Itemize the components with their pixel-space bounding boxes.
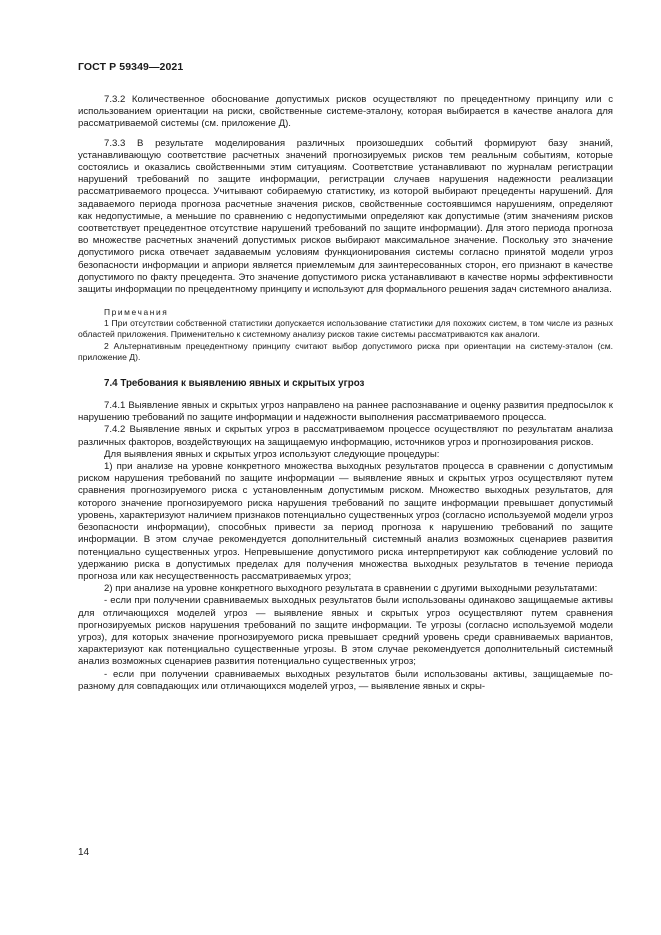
paragraph-procedures: Для выявления явных и скрытых угроз используют следующие процедуры: bbox=[104, 448, 440, 460]
paragraph-7-4-2: 7.4.2 Выявление явных и скрытых угроз в рассматриваемом процессе осуществляют по результатам анализа различных факторов, воздействующих на защищаемую информацию, источников угроз и прогнозирования рисков. bbox=[78, 424, 613, 448]
paragraph-7-4-1: 7.4.1 Выявление явных и скрытых угроз направлено на раннее распознавание и оценку развития предпосылок к нарушению требований по защите информации и надежности выполнения рассматриваемого процесса. bbox=[78, 400, 613, 424]
dash-item-1: - если при получении сравниваемых выходных результатов были использованы одинаково защищаемые активы для отличающихся моделей угроз — выявление явных и скрытых угроз осуществляют путем сравнения прогнозируемых рисков нарушения требований по защите информации. Те угрозы (согласно используемой модели угроз), для которых значение прогнозируемого риска превышает средний уровень среди сравниваемых вариантов, характеризуют как потенциально существенные угрозы. В этом случае рекомендуется дополнительный системный анализ возможных сценариев развития потенциально существенных угроз; bbox=[78, 595, 613, 668]
notes-title: Примечания bbox=[104, 307, 169, 318]
page-body bbox=[78, 94, 613, 693]
paragraph-7-3-2: 7.3.2 Количественное обоснование допустимых рисков осуществляют по прецедентному принципу или с использованием ориентации на риски, свойственные системе-эталону, которая выбирается в качестве аналога для рассматриваемой системы (см. приложение Д). bbox=[78, 94, 613, 130]
list-item-2: 2) при анализе на уровне конкретного выходного результата в сравнении с другими выходными результатами: bbox=[104, 583, 598, 595]
section-heading-7-4: 7.4 Требования к выявлению явных и скрытых угроз bbox=[104, 378, 365, 390]
page-number: 14 bbox=[78, 847, 90, 858]
note-2: 2 Альтернативным прецедентному принципу считают выбор допустимого риска при ориентации на систему-эталон (см. приложение Д). bbox=[78, 340, 613, 362]
document-code: ГОСТ Р 59349—2021 bbox=[78, 61, 184, 73]
paragraph-7-3-3: 7.3.3 В результате моделирования различных произошедших событий формируют базу знаний, устанавливающую соответствие расчетных значений прогнозируемых рисков тем реальным событиям, которые состоялись и оказались свойственными этим ситуациям. Соответствие устанавливают по журналам регистрации нарушений требований по защите информации, регистрации случаев нарушения надежности реализации рассматриваемого процесса. Учитывают собираемую статистику, из которой выбирают прецеденты нарушений. Для задаваемого периода прогноза расчетные значения рисков, свойственные состоявшимся нарушениям, определяют как недопустимые, а меньшие по сравнению с недопустимыми определяют как допустимые (этим значениям рисков соответствует прецедентное отсутствие нарушений требований по защите информации). Для этого периода прогноза во множестве расчетных значений допустимых рисков выбирают максимальное значение. Поскольку это значение допустимого риска отвечает задаваемым условиям функционирования системы согласно принятой модели угроз безопасности информации и априори является приемлемым для заинтересованных сторон, его признают в качестве допустимого по факту прецедента. Это значение допустимого риска устанавливают в качестве нормы эффективности защиты информации по прецедентному принципу и используют для формального решения задач системного анализа. bbox=[78, 137, 613, 296]
note-1: 1 При отсутствии собственной статистики допускается использование статистики для похожих систем, в том числе из разных областей приложения. Применительно к системному анализу рисков такие системы рассматриваются как аналоги. bbox=[78, 318, 613, 340]
list-item-1: 1) при анализе на уровне конкретного множества выходных результатов процесса в сравнении с допустимым риском нарушения требований по защите информации — выявление явных и скрытых угроз осуществляют путем сравнения прогнозируемого риска с установленным допустимым риском. Множество выходных результатов, для которого значение прогнозируемого риска нарушения требований по защите информации превышает допустимый уровень, характеризуют наличием признаков потенциально существенных угроз (согласно используемой модели угроз безопасности информации), способных привести за период прогноза к нарушению требований по защите информации. В этом случае рекомендуется дополнительный системный анализ возможных сценариев развития потенциально существенных угроз. Непревышение допустимого риска интерпретируют как соблюдение условий по удержанию риска в допустимых пределах для получения множества выходных результатов в течение периода прогноза или как несущественность рассматриваемых угроз; bbox=[78, 461, 613, 582]
dash-item-2: - если при получении сравниваемых выходных результатов были использованы активы, защищаемые по-разному для совпадающих или отличающихся моделей угроз, — выявление явных и скры- bbox=[78, 668, 613, 692]
